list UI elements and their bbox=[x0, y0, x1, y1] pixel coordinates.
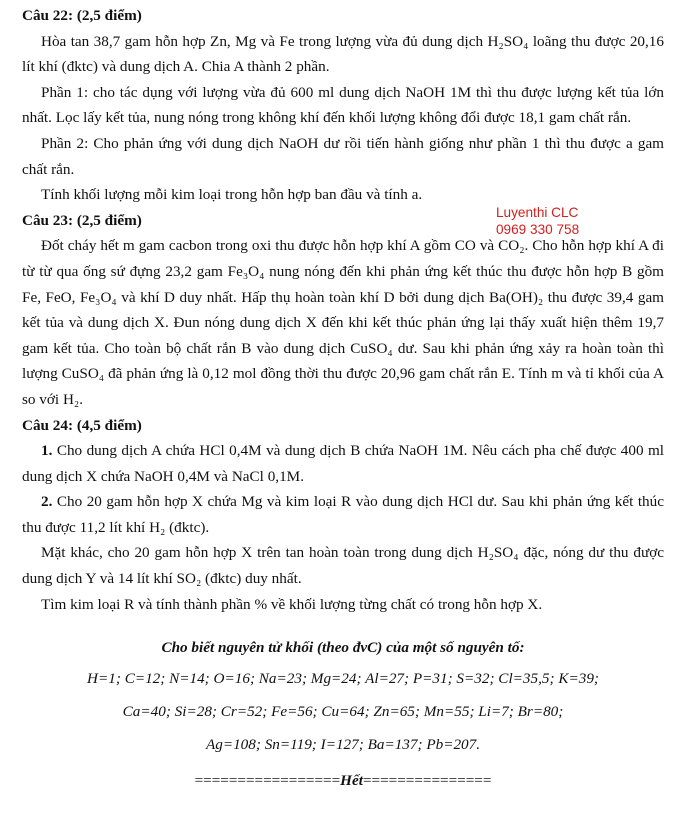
watermark-phone: 0969 330 758 bbox=[496, 222, 580, 237]
q24-paragraph-4: Tìm kim loại R và tính thành phần % về khối lượng từng chất có trong hỗn hợp X. bbox=[41, 595, 543, 613]
end-marker bbox=[22, 768, 664, 794]
end-word: Hết bbox=[340, 771, 363, 789]
q23-heading: Câu 23: (2,5 điểm) bbox=[22, 211, 142, 229]
end-rule-left: ================= bbox=[194, 771, 341, 789]
watermark bbox=[496, 204, 579, 238]
q24-paragraph-3: Mặt khác, cho 20 gam hỗn hợp X trên tan hoàn toàn trong dung dịch H₂SO₄ đặc, nóng dư thu được dung dịch Y và 14 lít khí SO₂ (đktc) duy nhất. bbox=[22, 544, 664, 588]
atomic-mass-line-2: Ca=40; Si=28; Cr=52; Fe=56; Cu=64; Zn=65; Mn=55; Li=7; Br=80; bbox=[122, 702, 564, 720]
q24-part-1-number: 1. bbox=[41, 442, 53, 460]
q22-paragraph-4: Tính khối lượng mỗi kim loại trong hỗn hợp ban đầu và tính a. bbox=[41, 186, 423, 204]
watermark-name: Luyenthi CLC bbox=[496, 205, 579, 220]
q24-part-1 bbox=[22, 438, 664, 489]
end-rule-right: =============== bbox=[362, 771, 492, 789]
q24-heading: Câu 24: (4,5 điểm) bbox=[22, 416, 142, 434]
q24-part-2 bbox=[22, 489, 664, 540]
q22-paragraph-3: Phần 2: Cho phản ứng với dung dịch NaOH dư rồi tiến hành giống như phần 1 thì thu được a gam chất rắn. bbox=[22, 134, 664, 178]
q24-part-2-text: Cho 20 gam hỗn hợp X chứa Mg và kim loại R vào dung dịch HCl dư. Sau khi phản ứng kết thúc thu được 11,2 lít khí H₂ (đktc). bbox=[22, 493, 664, 536]
atomic-mass-line-3: Ag=108; Sn=119; I=127; Ba=137; Pb=207. bbox=[205, 735, 481, 753]
q22-paragraph-1: Hòa tan 38,7 gam hỗn hợp Zn, Mg và Fe trong lượng vừa đủ dung dịch H₂SO₄ loãng thu được 20,16 lít khí (đktc) và dung dịch A. Chia A thành 2 phần. bbox=[22, 32, 664, 76]
q24-part-1-text: Cho dung dịch A chứa HCl 0,4M và dung dịch B chứa NaOH 1M. Nêu cách pha chế được 400 ml dung dịch X chứa NaOH 0,4M và NaCl 0,1M. bbox=[22, 442, 664, 485]
atomic-mass-title: Cho biết nguyên tử khối (theo đvC) của một số nguyên tố: bbox=[161, 639, 525, 657]
atomic-mass-line-1: H=1; C=12; N=14; O=16; Na=23; Mg=24; Al=27; P=31; S=32; Cl=35,5; K=39; bbox=[87, 669, 599, 687]
exam-page bbox=[22, 3, 664, 793]
q22-heading: Câu 22: (2,5 điểm) bbox=[22, 7, 142, 24]
q22-paragraph-2: Phần 1: cho tác dụng với lượng vừa đủ 600 ml dung dịch NaOH 1M thì thu được lượng kết tủa lớn nhất. Lọc lấy kết tủa, nung nóng trong không khí đến khối lượng không đổi được 18,1 gam chất rắn. bbox=[22, 83, 664, 127]
q23-paragraph-1: Đốt cháy hết m gam cacbon trong oxi thu được hỗn hợp khí A gồm CO và CO₂. Cho hỗn hợp khí A đi từ từ qua ống sứ đựng 23,2 gam Fe₃O₄ nung nóng đến khi phản ứng kết thúc thu được hỗn hợp B gồm Fe, FeO, Fe₃O₄ và khí D duy nhất. Hấp thụ hoàn toàn khí D bởi dung dịch Ba(OH)₂ thu được 39,4 gam kết tủa và dung dịch X. Đun nóng dung dịch X đến khi kết thúc phản ứng lại thấy xuất hiện thêm 19,7 gam kết tủa. Cho toàn bộ chất rắn B vào dung dịch CuSO₄ dư. Sau khi phản ứng xảy ra hoàn toàn thì lượng CuSO₄ đã phản ứng là 0,12 mol đồng thời thu được 20,96 gam chất rắn E. Tính m và tỉ khối của A so với H₂. bbox=[22, 237, 664, 408]
q24-part-2-number: 2. bbox=[41, 493, 53, 511]
